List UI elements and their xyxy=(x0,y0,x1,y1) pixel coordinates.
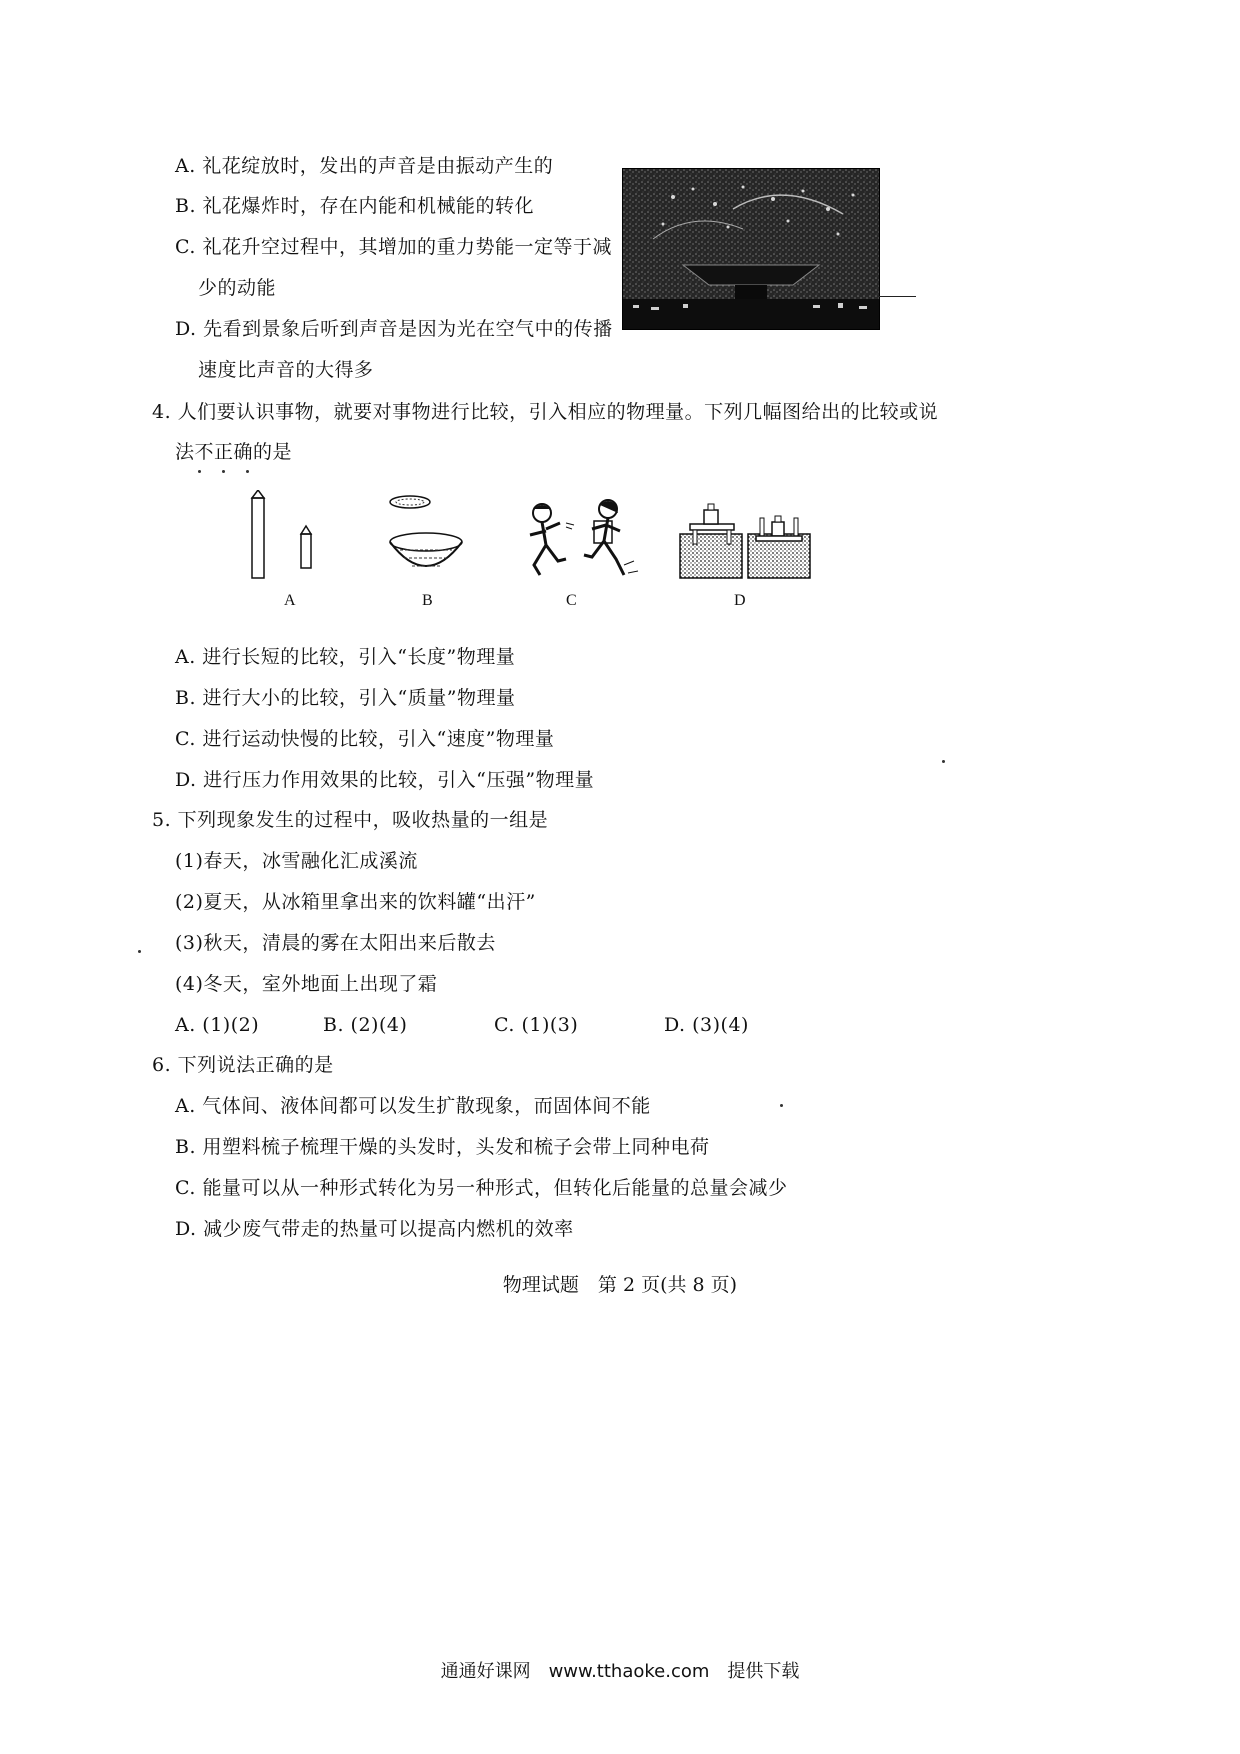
figure-label-b: B xyxy=(422,592,433,609)
figure-b-baskets xyxy=(380,490,480,584)
q4-option-d: D. 进行压力作用效果的比较，引入“压强”物理量 xyxy=(175,769,595,791)
page-number-footer: 物理试题 第 2 页(共 8 页) xyxy=(502,1274,738,1296)
figure-c-runners xyxy=(520,495,650,589)
q4-stem-line2: 法不正确的是 xyxy=(175,441,293,463)
q6-stem: 6. 下列说法正确的是 xyxy=(152,1054,334,1076)
q5-item-3: (3)秋天，清晨的雾在太阳出来后散去 xyxy=(175,932,496,954)
site-watermark-footer: 通通好课网 www.tthaoke.com 提供下载 xyxy=(440,1661,800,1682)
q5-choice-b: B. (2)(4) xyxy=(323,1014,408,1036)
photo-pointer-line xyxy=(878,296,916,297)
q5-stem: 5. 下列现象发生的过程中，吸收热量的一组是 xyxy=(152,809,549,831)
emphasis-dot xyxy=(222,470,225,473)
q4-stem-line1: 4. 人们要认识事物，就要对事物进行比较，引入相应的物理量。下列几幅图给出的比较或说 xyxy=(152,401,939,423)
q3-option-b: B. 礼花爆炸时，存在内能和机械能的转化 xyxy=(175,195,535,217)
figure-label-a: A xyxy=(284,592,296,609)
q5-choice-a: A. (1)(2) xyxy=(175,1014,260,1036)
emphasis-dot xyxy=(198,470,201,473)
q5-item-4: (4)冬天，室外地面上出现了霜 xyxy=(175,973,438,995)
figure-label-c: C xyxy=(566,592,577,609)
q3-option-c-line1: C. 礼花升空过程中，其增加的重力势能一定等于减 xyxy=(175,236,612,258)
q6-option-d: D. 减少废气带走的热量可以提高内燃机的效率 xyxy=(175,1218,574,1240)
fireworks-expo-photo xyxy=(622,168,880,330)
q5-item-1: (1)春天，冰雪融化汇成溪流 xyxy=(175,850,418,872)
q6-option-b: B. 用塑料梳子梳理干燥的头发时，头发和梳子会带上同种电荷 xyxy=(175,1136,710,1158)
emphasis-dot xyxy=(246,470,249,473)
figure-d-pressure-sand xyxy=(676,500,816,584)
scan-speck xyxy=(780,1104,783,1107)
q4-option-a: A. 进行长短的比较，引入“长度”物理量 xyxy=(175,646,516,668)
q6-option-a: A. 气体间、液体间都可以发生扩散现象，而固体间不能 xyxy=(175,1095,651,1117)
q6-option-c: C. 能量可以从一种形式转化为另一种形式，但转化后能量的总量会减少 xyxy=(175,1177,788,1199)
q5-choice-c: C. (1)(3) xyxy=(494,1014,579,1036)
q3-option-d-line2: 速度比声音的大得多 xyxy=(198,359,374,381)
q4-option-c: C. 进行运动快慢的比较，引入“速度”物理量 xyxy=(175,728,555,750)
q3-option-d-line1: D. 先看到景象后听到声音是因为光在空气中的传播 xyxy=(175,318,613,340)
q3-option-a: A. 礼花绽放时，发出的声音是由振动产生的 xyxy=(175,155,554,177)
q5-item-2: (2)夏天，从冰箱里拿出来的饮料罐“出汗” xyxy=(175,891,536,913)
q4-option-b: B. 进行大小的比较，引入“质量”物理量 xyxy=(175,687,516,709)
figure-a-pencils xyxy=(246,490,326,584)
figure-label-d: D xyxy=(734,592,746,609)
q3-option-c-line2: 少的动能 xyxy=(198,277,277,299)
scan-speck xyxy=(138,950,141,953)
q5-choice-d: D. (3)(4) xyxy=(664,1014,749,1036)
scan-speck xyxy=(942,760,945,763)
